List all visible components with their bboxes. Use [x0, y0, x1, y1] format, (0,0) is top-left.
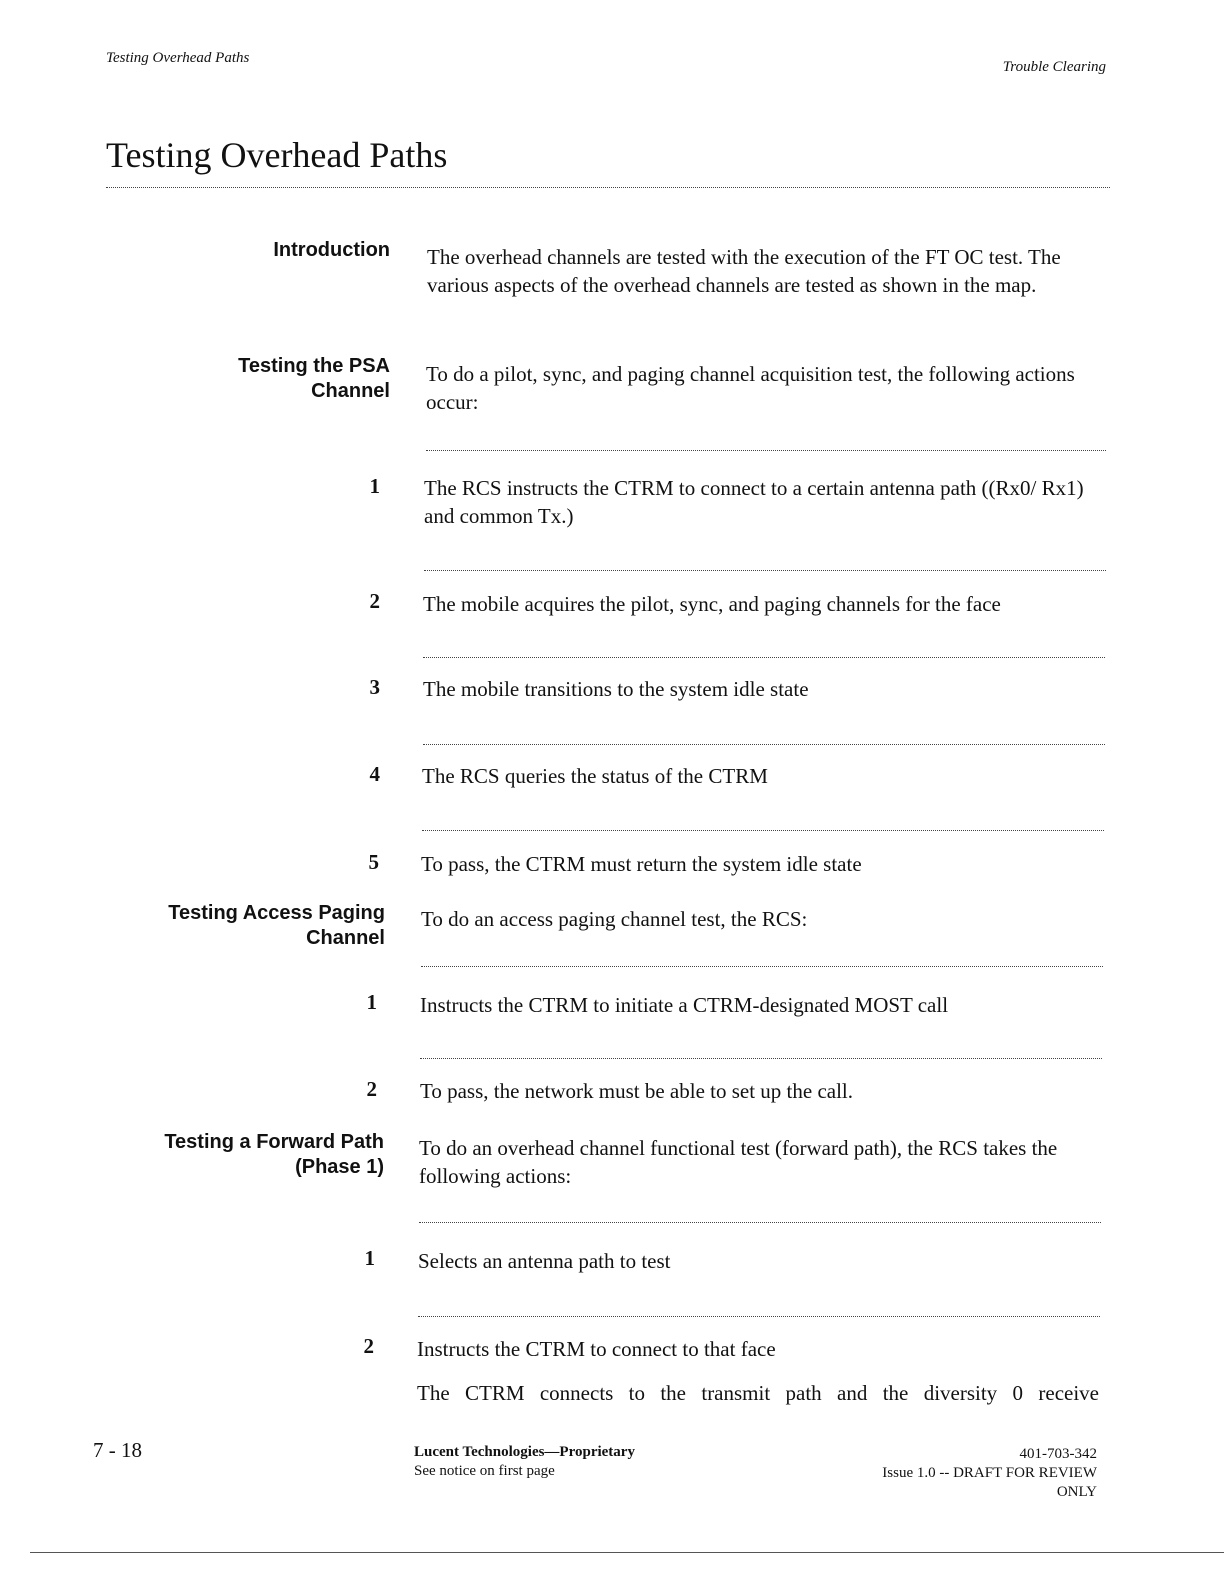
page-number: 7 - 18 — [93, 1438, 142, 1462]
title-rule — [106, 187, 1110, 188]
step-text: Instructs the CTRM to connect to that face — [417, 1337, 776, 1361]
step-rule — [424, 570, 1106, 571]
step-rule — [419, 1222, 1101, 1223]
side-heading-psa-line1: Testing the PSA — [238, 355, 390, 377]
step-number: 2 — [366, 1077, 377, 1101]
step-number: 1 — [364, 1246, 375, 1270]
step-text: The mobile acquires the pilot, sync, and paging channels for the face — [423, 592, 1001, 616]
footer-issue: Issue 1.0 -- DRAFT FOR REVIEW — [882, 1465, 1097, 1481]
step-rule — [423, 744, 1105, 745]
step-rule — [423, 657, 1105, 658]
step-text: To pass, the network must be able to set up the call. — [420, 1079, 854, 1103]
footer-notice: See notice on first page — [414, 1463, 555, 1479]
step-number: 1 — [369, 474, 380, 498]
step-number: 1 — [366, 990, 377, 1014]
step-text: Instructs the CTRM to initiate a CTRM-designated MOST call — [420, 993, 949, 1017]
running-header-right: Trouble Clearing — [1002, 59, 1106, 75]
side-heading-introduction: Introduction — [273, 239, 390, 261]
step-rule — [420, 1058, 1102, 1059]
step-text: The RCS queries the status of the CTRM — [422, 764, 768, 788]
step-text: To pass, the CTRM must return the system idle state — [421, 852, 862, 876]
side-heading-psa — [150, 354, 390, 404]
step-rule — [421, 966, 1103, 967]
side-heading-access-line2: Channel — [306, 927, 385, 949]
footer-doc-number: 401-703-342 — [1019, 1446, 1097, 1462]
step-text: The RCS instructs the CTRM to connect to a certain antenna path ((Rx0/ Rx1) and common Tx.) — [424, 476, 1084, 528]
side-heading-forward-line2: (Phase 1) — [295, 1156, 384, 1178]
step-number: 3 — [369, 675, 380, 699]
intro-paragraph: The overhead channels are tested with the execution of the FT OC test. The various aspects of the overhead channels are tested as shown in the map. — [427, 245, 1061, 297]
scan-edge-line — [30, 1552, 1224, 1553]
side-heading-forward — [110, 1130, 384, 1180]
side-heading-forward-line1: Testing a Forward Path — [164, 1131, 384, 1153]
step-number: 2 — [363, 1334, 374, 1358]
step-rule — [426, 450, 1106, 451]
step-number: 2 — [369, 589, 380, 613]
step-rule — [422, 830, 1104, 831]
page-title: Testing Overhead Paths — [106, 135, 448, 175]
step-number: 5 — [368, 850, 379, 874]
access-paragraph: To do an access paging channel test, the RCS: — [421, 907, 808, 931]
psa-paragraph: To do a pilot, sync, and paging channel acquisition test, the following actions occur: — [426, 362, 1075, 414]
footer-company: Lucent Technologies—Proprietary — [414, 1444, 635, 1460]
forward-paragraph: To do an overhead channel functional test (forward path), the RCS takes the following actions: — [419, 1136, 1058, 1188]
step-text: The mobile transitions to the system idle state — [423, 677, 809, 701]
side-heading-access — [110, 901, 385, 951]
forward-continuation: The CTRM connects to the transmit path and the diversity 0 receive — [417, 1381, 1099, 1405]
step-rule — [418, 1316, 1100, 1317]
footer-issue-line2: ONLY — [1056, 1484, 1097, 1500]
step-text: Selects an antenna path to test — [418, 1249, 671, 1273]
step-number: 4 — [369, 762, 380, 786]
side-heading-psa-line2: Channel — [311, 380, 390, 402]
running-header-left: Testing Overhead Paths — [106, 50, 250, 66]
side-heading-access-line1: Testing Access Paging — [168, 902, 385, 924]
